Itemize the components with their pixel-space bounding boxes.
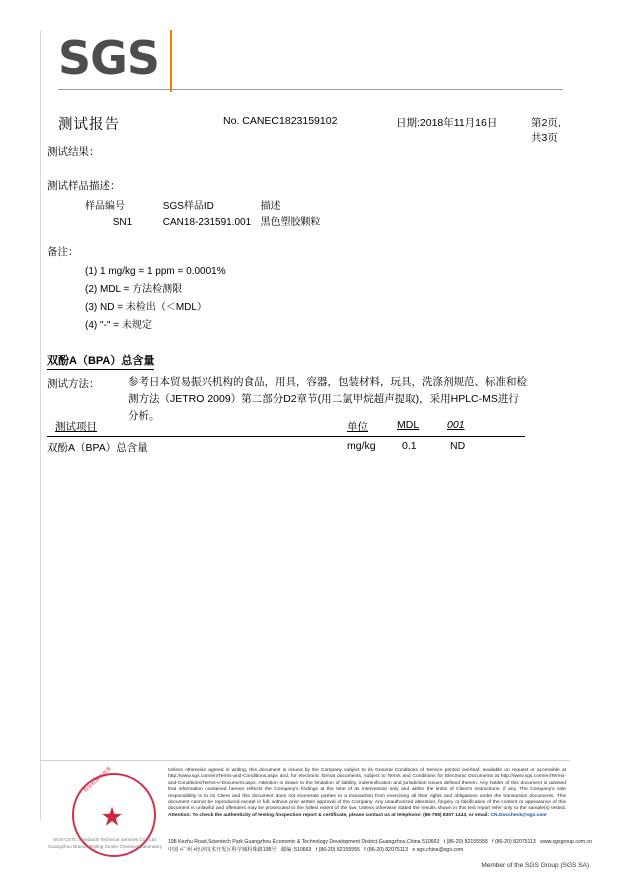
cell-sample-no: SN1 bbox=[112, 217, 133, 228]
notes-list bbox=[85, 263, 505, 335]
cell-unit: mg/kg bbox=[347, 440, 376, 452]
stamp-caption bbox=[40, 836, 170, 850]
results-table-divider bbox=[47, 436, 525, 437]
footer-email-cn[interactable]: e sgs.china@sgs.com bbox=[412, 847, 464, 853]
footer-email-label: or email: bbox=[468, 812, 490, 818]
footer-tel-en: t (86-20) 82155555 bbox=[443, 839, 488, 845]
footer-email-link[interactable]: CN.Doccheck@sgs.com bbox=[490, 812, 547, 818]
sgs-logo-text: SGS bbox=[58, 31, 160, 85]
report-date: 日期:2018年11月16日 bbox=[396, 117, 498, 129]
header-divider bbox=[58, 89, 563, 90]
footer-address-en: 198 Kezhu Road,Scientech Park Guangzhou Economic & Technology Development District,Guangzhou,China 510663 bbox=[168, 839, 440, 845]
cell-test-item: 双酚A（BPA）总含量 bbox=[47, 442, 148, 454]
footer-fax-cn: f (86-20) 82075113 bbox=[364, 847, 408, 853]
logo-accent-bar bbox=[170, 30, 172, 92]
note-item: (4) "-" = 未规定 bbox=[85, 320, 152, 331]
title-row bbox=[58, 113, 563, 144]
test-method-label: 测试方法： bbox=[47, 378, 100, 390]
column-header-description: 描述 bbox=[260, 201, 281, 212]
footer-web-en[interactable]: www.sgsgroup.com.cn bbox=[540, 839, 593, 845]
cell-sgs-id: CAN18-231591.001 bbox=[162, 217, 252, 228]
column-header-test-item: 测试项目 bbox=[55, 421, 97, 433]
footer-address-en-line bbox=[168, 838, 593, 846]
page-title: 测试报告 bbox=[58, 117, 120, 133]
column-header-sample-001: 001 bbox=[447, 419, 465, 431]
footer-address bbox=[168, 838, 593, 854]
footer-member-line: Member of the SGS Group (SGS SA) bbox=[481, 862, 589, 869]
sgs-logo bbox=[58, 31, 178, 92]
stamp-ring-label: 检验检测专用章 bbox=[82, 765, 113, 794]
page-left-rule bbox=[40, 30, 41, 820]
star-icon: ★ bbox=[100, 801, 124, 832]
page-indicator: 第2页,共3页 bbox=[531, 117, 561, 144]
company-stamp bbox=[62, 765, 162, 868]
cell-description: 黑色塑胶颗粒 bbox=[260, 217, 321, 228]
table-row bbox=[85, 213, 485, 229]
column-header-unit: 单位 bbox=[347, 421, 368, 433]
note-item: (1) 1 mg/kg = 1 ppm = 0.0001% bbox=[85, 266, 226, 277]
sample-description-label: 测试样品描述： bbox=[47, 180, 121, 192]
stamp-caption-line: SGS-CSTC Standards Technical Services Co., Ltd. bbox=[53, 837, 157, 842]
report-number: No. CANEC1823159102 bbox=[223, 115, 338, 127]
footer-address-cn: 中国 •广州 •经济技术开发区科学城科珠路198号 bbox=[168, 847, 277, 853]
cell-mdl: 0.1 bbox=[402, 440, 417, 452]
footer-address-cn-line bbox=[168, 846, 566, 854]
cell-result-value: ND bbox=[450, 440, 466, 452]
table-header-row bbox=[85, 197, 485, 213]
footer-verify-line: Attention: To check the authenticity of testing /inspection report & certificate, please contact us at telephone: (86-755) 8307 1443, bbox=[168, 812, 468, 818]
stamp-caption-line: Guangzhou Branch Testing Center Chemical Laboratory bbox=[47, 844, 163, 849]
footer-divider bbox=[40, 760, 570, 761]
column-header-sample-no: 样品编号 bbox=[85, 201, 125, 212]
results-label: 测试结果： bbox=[47, 146, 100, 158]
footer-tel-cn: t (86-20) 82155555 bbox=[315, 847, 360, 853]
notes-label: 备注： bbox=[47, 246, 79, 258]
note-item: (3) ND = 未检出（＜MDL） bbox=[85, 302, 207, 313]
sample-table bbox=[85, 197, 485, 229]
column-header-sgs-id: SGS样品ID bbox=[162, 201, 214, 212]
results-table bbox=[47, 419, 525, 436]
section-heading: 双酚A（BPA）总含量 bbox=[47, 352, 154, 370]
note-item: (2) MDL = 方法检测限 bbox=[85, 284, 183, 295]
test-method-text: 参考日本贸易振兴机构的食品，用具，容器，包装材料，玩具，洗涤剂规范、标准和检测方法（JETRO 2009）第二部分D2章节(用二氯甲烷超声提取)，采用HPLC-MS进行分析。 bbox=[128, 376, 527, 422]
results-table-row bbox=[47, 440, 525, 456]
column-header-mdl: MDL bbox=[397, 419, 420, 431]
footer-disclaimer bbox=[168, 768, 566, 819]
results-table-header bbox=[47, 419, 525, 436]
footer-disclaimer-text: Unless otherwise agreed in writing, this document is issued by the Company subject to its General Conditions of Service printed overleaf, available on request or accessible at http://www.sgs.com/en/Terms-and-Conditions.aspx and, for electronic format documents, subject to Terms and Conditions for Electronic Documents at http://www.sgs.com/en/Terms-and-Conditions/Terms-e-Document.aspx. Attention is drawn to the limitation of liability, indemnification and jurisdiction issues defined therein. Any holder of this document is advised that information contained hereon reflects the Company's findings at the time of its intervention only and within the limits of Client's instructions, if any. The Company's sole responsibility is to its Client and this document does not exonerate parties to a transaction from exercising all their rights and obligations under the transaction documents. This document cannot be reproduced except in full, without prior written approval of the Company. Any unauthorized alteration, forgery or falsification of the content or appearance of this document is unlawful and offenders may be prosecuted to the fullest extent of the law. Unless otherwise stated the results shown in this test report refer only to the sample(s) tested. bbox=[168, 768, 566, 812]
footer-zip-cn: 邮编: 510663 bbox=[280, 847, 312, 853]
footer-fax-en: f (86-20) 82075113 bbox=[492, 839, 536, 845]
